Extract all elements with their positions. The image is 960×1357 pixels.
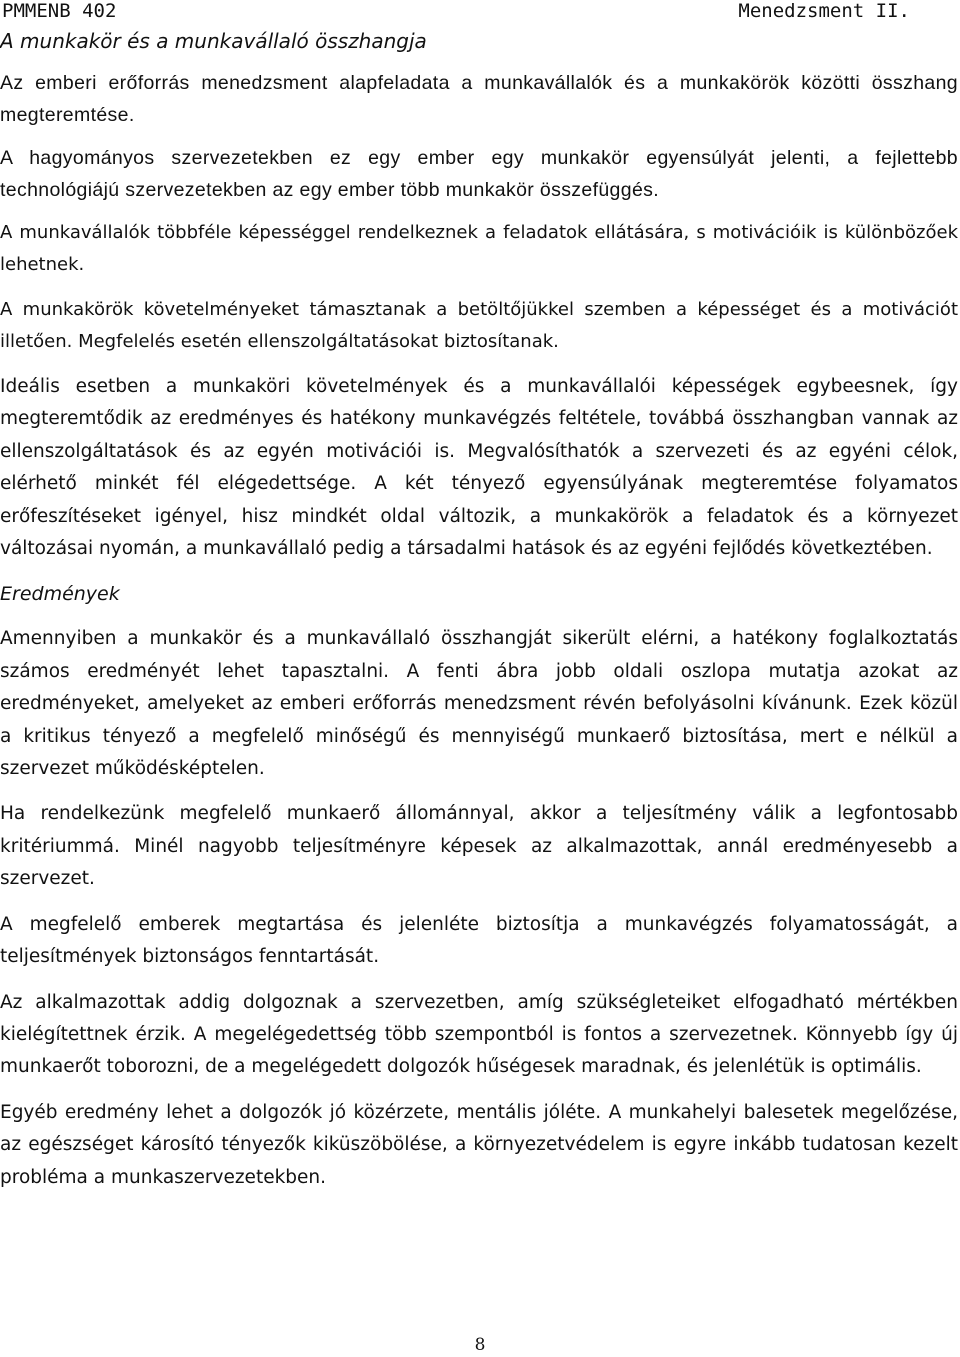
intro-paragraph: A munkakörök követelményeket támasztanak a betöltőjükkel szemben a képességet és a motivációt illetően. Megfelelés esetén ellenszolgáltatásokat biztosítanak. [0, 299, 958, 352]
intro-paragraph: Az emberi erőforrás menedzsment alapfeladata a munkavállalók és a munkakörök közötti összhang megteremtése. [0, 72, 958, 126]
result-paragraph: Egyéb eredmény lehet a dolgozók jó közérzete, mentális jóléte. A munkahelyi balesetek megelőzése, az egészséget károsító tényezők kiküszöbölése, a környezetvédelem is egyre inkább tudatosan kezelt probléma a munkaszervezetekben. [0, 1101, 958, 1188]
header-course-code: PMMENB 402 [2, 0, 117, 22]
intro-paragraph: A munkavállalók többféle képességgel rendelkeznek a feladatok ellátására, s motivációik is különbözőek lehetnek. [0, 222, 958, 275]
document-body [0, 67, 958, 1207]
subheading: Eredmények [0, 583, 120, 606]
section-title: A munkakör és a munkavállaló összhangja [0, 29, 427, 53]
page-number: 8 [474, 1335, 486, 1355]
result-paragraph: Az alkalmazottak addig dolgoznak a szervezetben, amíg szükségleteiket elfogadható mértékben kielégítettnek érzik. A megelégedettség több szempontból is fontos a szervezetnek. Könnyebb így új munkaerőt toborozni, de a megelégedett dolgozók hűségesek maradnak, és jelenlétük is optimális. [0, 991, 958, 1078]
header-course-title: Menedzsment II. [738, 0, 910, 22]
intro-paragraph: Ideális esetben a munkaköri követelmények és a munkavállalói képességek egybeesnek, így megteremtődik az eredményes és hatékony munkavégzés feltétele, továbbá összhangban vannak az ellenszolgáltatások és az egyén motivációi is. Megvalósíthatók a szervezeti és az egyéni célok, elérhető minkét fél elégedettsége. A két tényező egyensúlyának megteremtése folyamatos erőfeszítéseket igényel, hisz mindkét oldal változik, a munkakörök a feladatok és a környezet változásai nyomán, a munkavállaló pedig a társadalmi hatások és az egyéni fejlődés következtében. [0, 376, 958, 560]
result-paragraph: Ha rendelkezünk megfelelő munkaerő állománnyal, akkor a teljesítmény válik a legfontosabb kritériummá. Minél nagyobb teljesítményre képesek az alkalmazottak, annál eredményesebb a szervezet. [0, 803, 958, 890]
intro-paragraph: A hagyományos szervezetekben ez egy ember egy munkakör egyensúlyát jelenti, a fejlettebb technológiájú szervezetekben az egy ember több munkakör összefüggés. [0, 147, 958, 201]
result-paragraph: A megfelelő emberek megtartása és jelenléte biztosítja a munkavégzés folyamatosságát, a teljesítmények biztonságos fenntartását. [0, 913, 958, 968]
result-paragraph: Amennyiben a munkakör és a munkavállaló összhangját sikerült elérni, a hatékony foglalkoztatás számos eredményét lehet tapasztalni. A fenti ábra jobb oldali oszlopa mutatja azokat az eredményeket, amelyeket az emberi erőforrás menedzsment révén befolyásolni kívánunk. Ezek közül a kritikus tényező a megfelelő minőségű és mennyiségű munkaerő biztosítása, mert e nélkül a szervezet működésképtelen. [0, 628, 958, 780]
